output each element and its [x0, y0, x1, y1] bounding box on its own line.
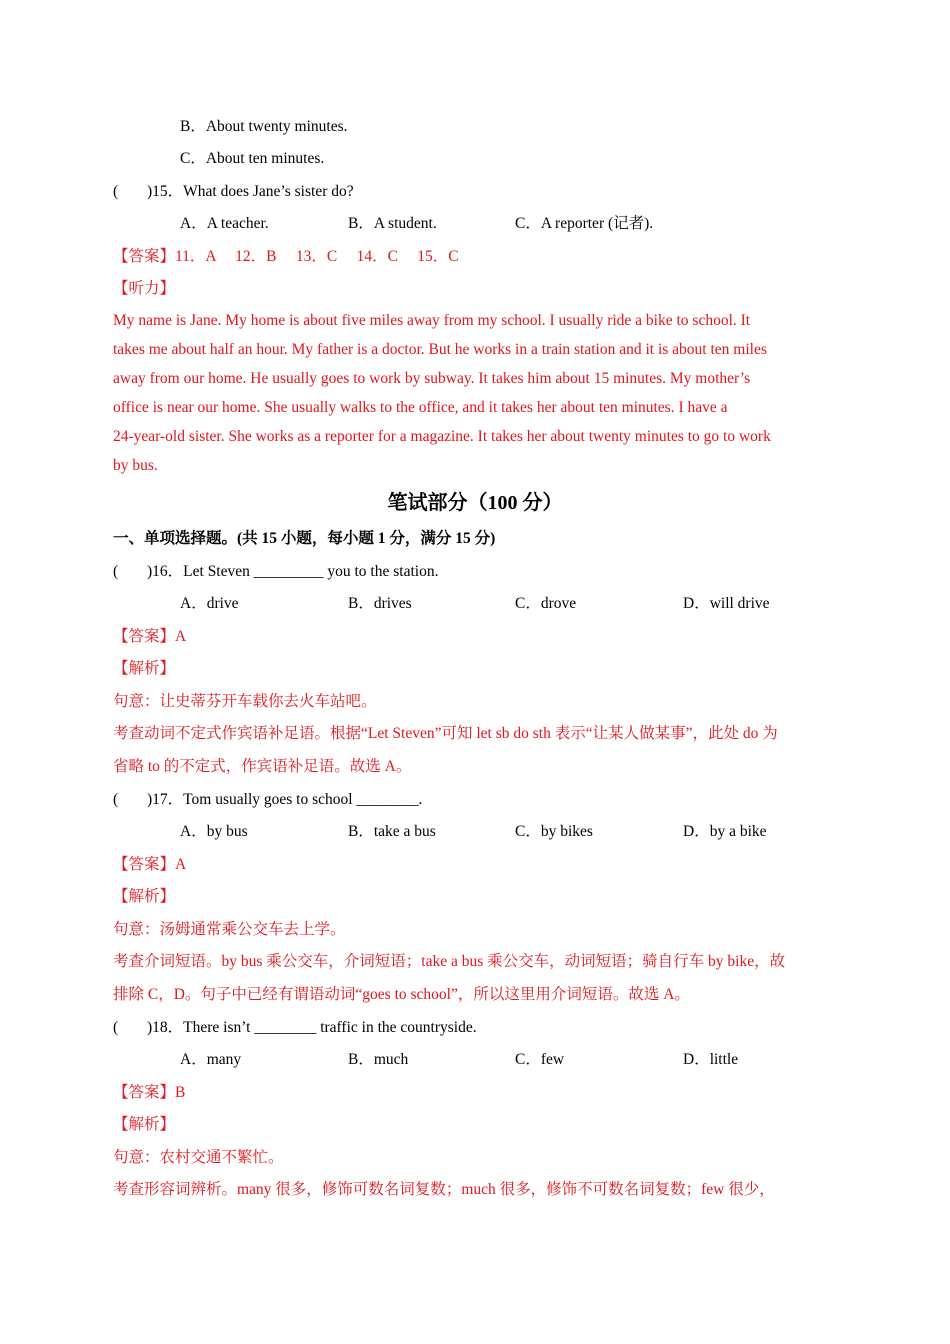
q17-option-a: A．by bus — [180, 823, 248, 840]
q15-option-c: C．A reporter (记者). — [515, 215, 654, 232]
q18-meaning: 句意：农村交通不繁忙。 — [113, 1149, 284, 1166]
q15-stem: )15．What does Jane’s sister do? — [147, 183, 354, 200]
q14-option-b: B．About twenty minutes. — [180, 118, 348, 135]
transcript-line: My name is Jane. My home is about five miles away from my school. I usually ride a bike to school. It — [113, 312, 751, 329]
q16-option-c: C．drove — [515, 595, 577, 612]
q16-option-a: A．drive — [180, 595, 239, 612]
answer-blank-paren: ( — [113, 791, 119, 808]
listening-transcript — [113, 306, 838, 480]
section1-heading: 一、单项选择题。(共 15 小题，每小题 1 分，满分 15 分) — [113, 530, 496, 547]
q17-option-c: C．by bikes — [515, 823, 593, 840]
q17-answer: 【答案】A — [113, 856, 187, 873]
q17-option-d: D．by a bike — [683, 823, 767, 840]
q18-option-a: A．many — [180, 1051, 242, 1068]
answer-blank-paren: ( — [113, 1019, 119, 1036]
q18-stem: )18．There isn’t ________ traffic in the countryside. — [147, 1019, 477, 1036]
q18-option-d: D．little — [683, 1051, 739, 1068]
q18-answer: 【答案】B — [113, 1084, 186, 1101]
q18-stem-line — [113, 1018, 843, 1038]
q16-meaning: 句意：让史蒂芬开车载你去火车站吧。 — [113, 693, 377, 710]
q17-stem: )17．Tom usually goes to school ________. — [147, 791, 423, 808]
listening-label: 【听力】 — [113, 280, 176, 297]
q17-meaning: 句意：汤姆通常乘公交车去上学。 — [113, 921, 346, 938]
written-part-title: 笔试部分（100 分） — [387, 492, 563, 514]
q16-stem: )16．Let Steven _________ you to the station. — [147, 563, 439, 580]
q18-explanation-line: 考查形容词辨析。many 很多，修饰可数名词复数；much 很多，修饰不可数名词复数；few 很少， — [113, 1181, 775, 1198]
q17-option-b: B．take a bus — [348, 823, 436, 840]
q16-analysis-label: 【解析】 — [113, 660, 176, 677]
q16-stem-line — [113, 562, 843, 582]
q18-option-c: C．few — [515, 1051, 565, 1068]
q18-analysis-label: 【解析】 — [113, 1116, 176, 1133]
answer-blank-paren: ( — [113, 183, 119, 200]
q15-option-a: A．A teacher. — [180, 215, 269, 232]
transcript-line: takes me about half an hour. My father is a doctor. But he works in a train station and it is about ten miles — [113, 341, 767, 358]
transcript-line: office is near our home. She usually walks to the office, and it takes her about ten minutes. I have a — [113, 399, 728, 416]
q14-option-c: C．About ten minutes. — [180, 150, 325, 167]
q18-option-b: B．much — [348, 1051, 409, 1068]
transcript-line: away from our home. He usually goes to work by subway. It takes him about 15 minutes. My mother’s — [113, 370, 751, 387]
q17-stem-line — [113, 790, 843, 810]
q17-explanation-line: 考查介词短语。by bus 乘公交车，介词短语；take a bus 乘公交车，动词短语；骑自行车 by bike，故 — [113, 953, 786, 970]
q16-option-d: D．will drive — [683, 595, 770, 612]
q15-option-b: B．A student. — [348, 215, 437, 232]
transcript-line: 24-year-old sister. She works as a reporter for a magazine. It takes her about twenty minutes to go to work — [113, 428, 771, 445]
q15-stem-line — [113, 182, 843, 202]
q16-explanation-line: 省略 to 的不定式，作宾语补足语。故选 A。 — [113, 758, 412, 775]
q17-explanation-line: 排除 C，D。句子中已经有谓语动词“goes to school”，所以这里用介词短语。故选 A。 — [113, 986, 690, 1003]
transcript-line: by bus. — [113, 457, 158, 474]
answer-blank-paren: ( — [113, 563, 119, 580]
q16-option-b: B．drives — [348, 595, 412, 612]
q16-explanation-line: 考查动词不定式作宾语补足语。根据“Let Steven”可知 let sb do sth 表示“让某人做某事”，此处 do 为 — [113, 725, 778, 742]
listening-answer: 【答案】11．A 12．B 13．C 14．C 15．C — [113, 248, 459, 265]
q16-answer: 【答案】A — [113, 628, 187, 645]
q17-analysis-label: 【解析】 — [113, 888, 176, 905]
